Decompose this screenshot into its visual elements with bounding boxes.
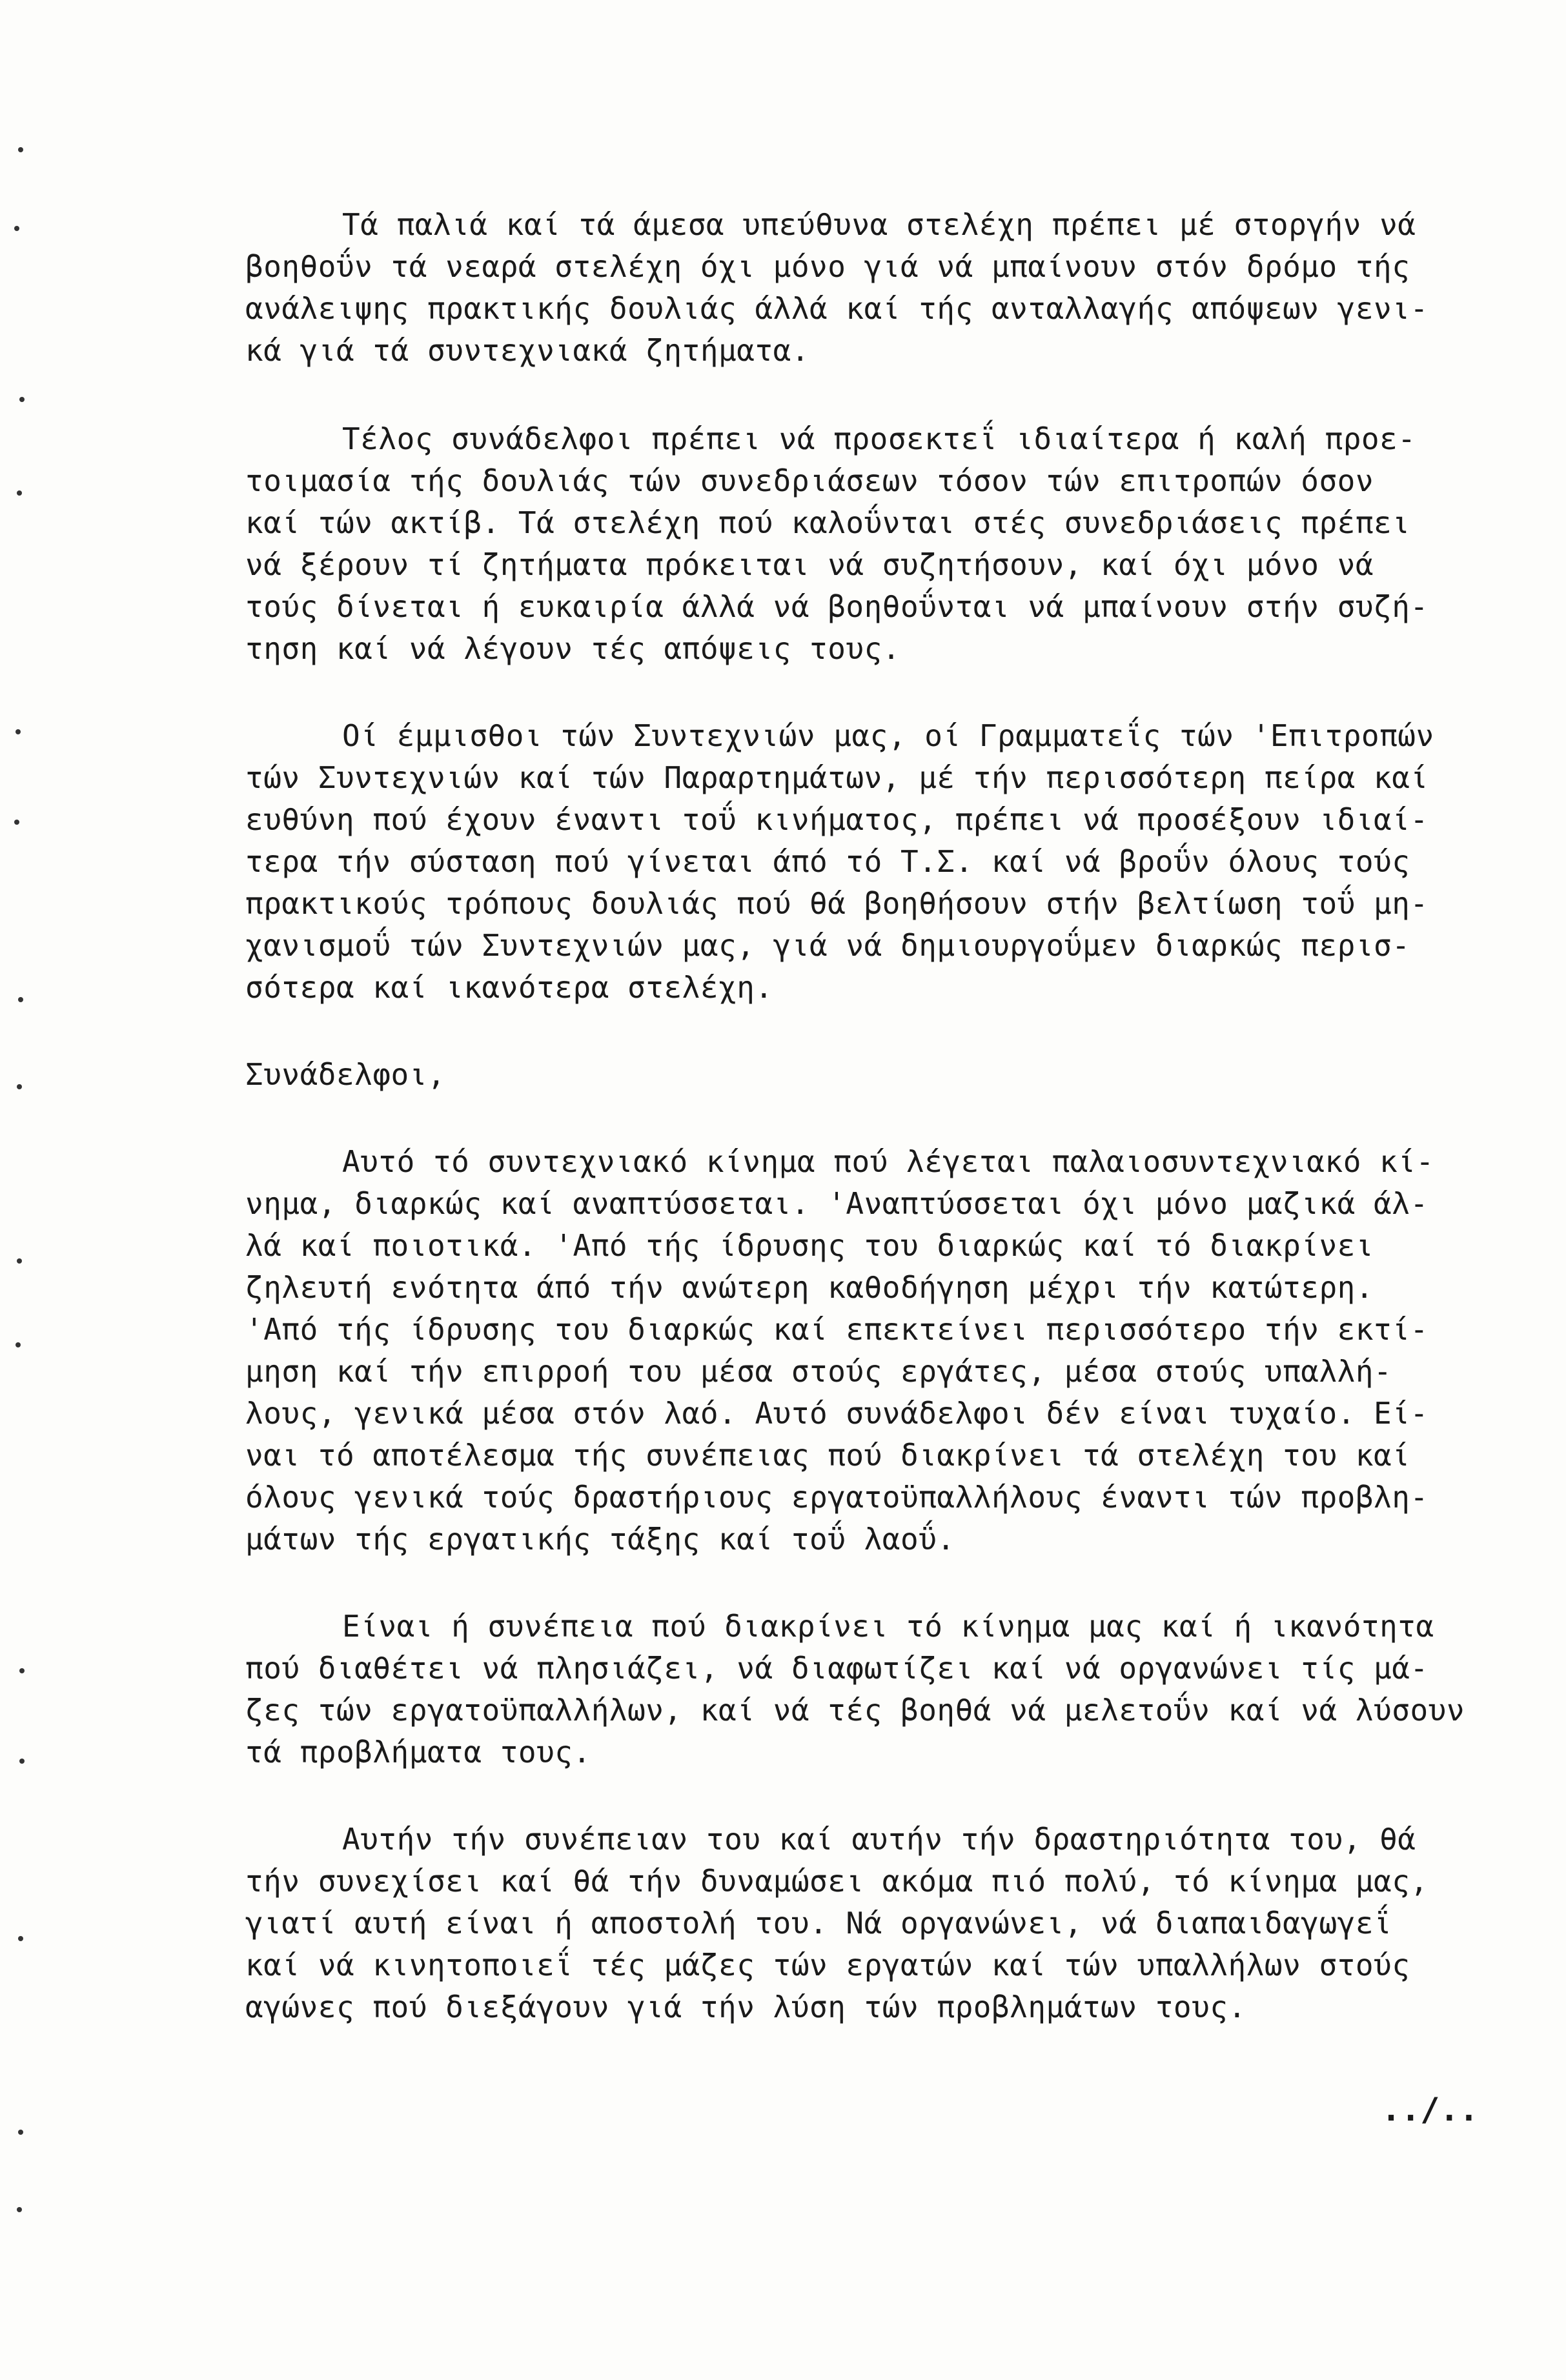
text-line: μηση καί τήν επιρροή του μέσα στούς εργάτες, μέσα στούς υπαλλή- — [245, 1354, 1392, 1389]
text-line: Αυτό τό συντεχνιακό κίνημα πού λέγεται παλαιοσυντεχνιακό κί- — [342, 1144, 1434, 1179]
text-line: σότερα καί ικανότερα στελέχη. — [245, 970, 773, 1005]
text-line: ναι τό αποτέλεσμα τής συνέπειας πού διακρίνει τά στελέχη του καί — [245, 1438, 1410, 1473]
text-line: νά ξέρουν τί ζητήματα πρόκειται νά συζητήσουν, καί όχι μόνο νά — [245, 547, 1374, 582]
text-line: καί τών ακτίβ. Τά στελέχη πού καλοΰνται στές συνεδριάσεις πρέπει — [245, 505, 1410, 540]
text-line: 'Από τής ίδρυσης του διαρκώς καί επεκτείνει περισσότερο τήν εκτί- — [245, 1312, 1429, 1347]
text-line: γιατί αυτή είναι ή αποστολή του. Νά οργανώνει, νά διαπαιδαγωγεΐ — [245, 1906, 1392, 1941]
text-line: λους, γενικά μέσα στόν λαό. Αυτό συνάδελφοι δέν είναι τυχαίο. Εί- — [245, 1396, 1429, 1431]
text-line: όλους γενικά τούς δραστήριους εργατοϋπαλλήλους έναντι τών προβλη- — [245, 1480, 1429, 1515]
text-line: τήν συνεχίσει καί θά τήν δυναμώσει ακόμα πιό πολύ, τό κίνημα μας, — [245, 1864, 1429, 1899]
text-line: ανάλειψης πρακτικής δουλιάς άλλά καί τής ανταλλαγής απόψεων γενι- — [245, 291, 1429, 326]
text-line: Αυτήν τήν συνέπειαν του καί αυτήν τήν δραστηριότητα του, θά — [342, 1822, 1416, 1857]
text-line: τών Συντεχνιών καί τών Παραρτημάτων, μέ τήν περισσότερη πείρα καί — [245, 760, 1429, 795]
text-line: νημα, διαρκώς καί αναπτύσσεται. 'Αναπτύσσεται όχι μόνο μαζικά άλ- — [245, 1186, 1429, 1221]
continuation-marker: ../.. — [1381, 2091, 1479, 2128]
text-line: πού διαθέτει νά πλησιάζει, νά διαφωτίζει καί νά οργανώνει τίς μά- — [245, 1651, 1429, 1686]
text-line: μάτων τής εργατικής τάξης καί τοΰ λαοΰ. — [245, 1522, 955, 1557]
text-line: Τά παλιά καί τά άμεσα υπεύθυνα στελέχη πρέπει μέ στοργήν νά — [342, 207, 1416, 242]
text-line: πρακτικούς τρόπους δουλιάς πού θά βοηθήσουν στήν βελτίωση τοΰ μη- — [245, 886, 1429, 921]
text-line: τά προβλήματα τους. — [245, 1735, 591, 1770]
text-line: χανισμοΰ τών Συντεχνιών μας, γιά νά δημιουργοΰμεν διαρκώς περισ- — [245, 928, 1410, 963]
text-line: ζες τών εργατοϋπαλλήλων, καί νά τές βοηθά νά μελετοΰν καί νά λύσουν — [245, 1693, 1465, 1728]
text-line: τερα τήν σύσταση πού γίνεται άπό τό Τ.Σ. καί νά βροΰν όλους τούς — [245, 844, 1410, 879]
text-line: Είναι ή συνέπεια πού διακρίνει τό κίνημα μας καί ή ικανότητα — [342, 1609, 1434, 1644]
text-line: λά καί ποιοτικά. 'Από τής ίδρυσης του διαρκώς καί τό διακρίνει — [245, 1228, 1374, 1263]
text-line: αγώνες πού διεξάγουν γιά τήν λύση τών προβλημάτων τους. — [245, 1990, 1246, 2024]
text-line: Οί έμμισθοι τών Συντεχνιών μας, οί Γραμματεΐς τών 'Επιτροπών — [342, 718, 1434, 753]
text-line: καί νά κινητοποιεΐ τές μάζες τών εργατών καί τών υπαλλήλων στούς — [245, 1948, 1410, 1982]
text-line: τοιμασία τής δουλιάς τών συνεδριάσεων τόσον τών επιτροπών όσον — [245, 463, 1374, 498]
text-line: βοηθοΰν τά νεαρά στελέχη όχι μόνο γιά νά μπαίνουν στόν δρόμο τής — [245, 249, 1410, 284]
text-line: τούς δίνεται ή ευκαιρία άλλά νά βοηθοΰνται νά μπαίνουν στήν συζή- — [245, 589, 1429, 624]
text-line: ζηλευτή ενότητα άπό τήν ανώτερη καθοδήγηση μέχρι τήν κατώτερη. — [245, 1270, 1374, 1305]
salutation: Συνάδελφοι, — [245, 1057, 446, 1092]
text-line: ευθύνη πού έχουν έναντι τοΰ κινήματος, πρέπει νά προσέξουν ιδιαί- — [245, 802, 1429, 837]
text-line: Τέλος συνάδελφοι πρέπει νά προσεκτεΐ ιδιαίτερα ή καλή προε- — [342, 421, 1416, 456]
text-line: τηση καί νά λέγουν τές απόψεις τους. — [245, 631, 900, 666]
text-line: κά γιά τά συντεχνιακά ζητήματα. — [245, 333, 810, 368]
